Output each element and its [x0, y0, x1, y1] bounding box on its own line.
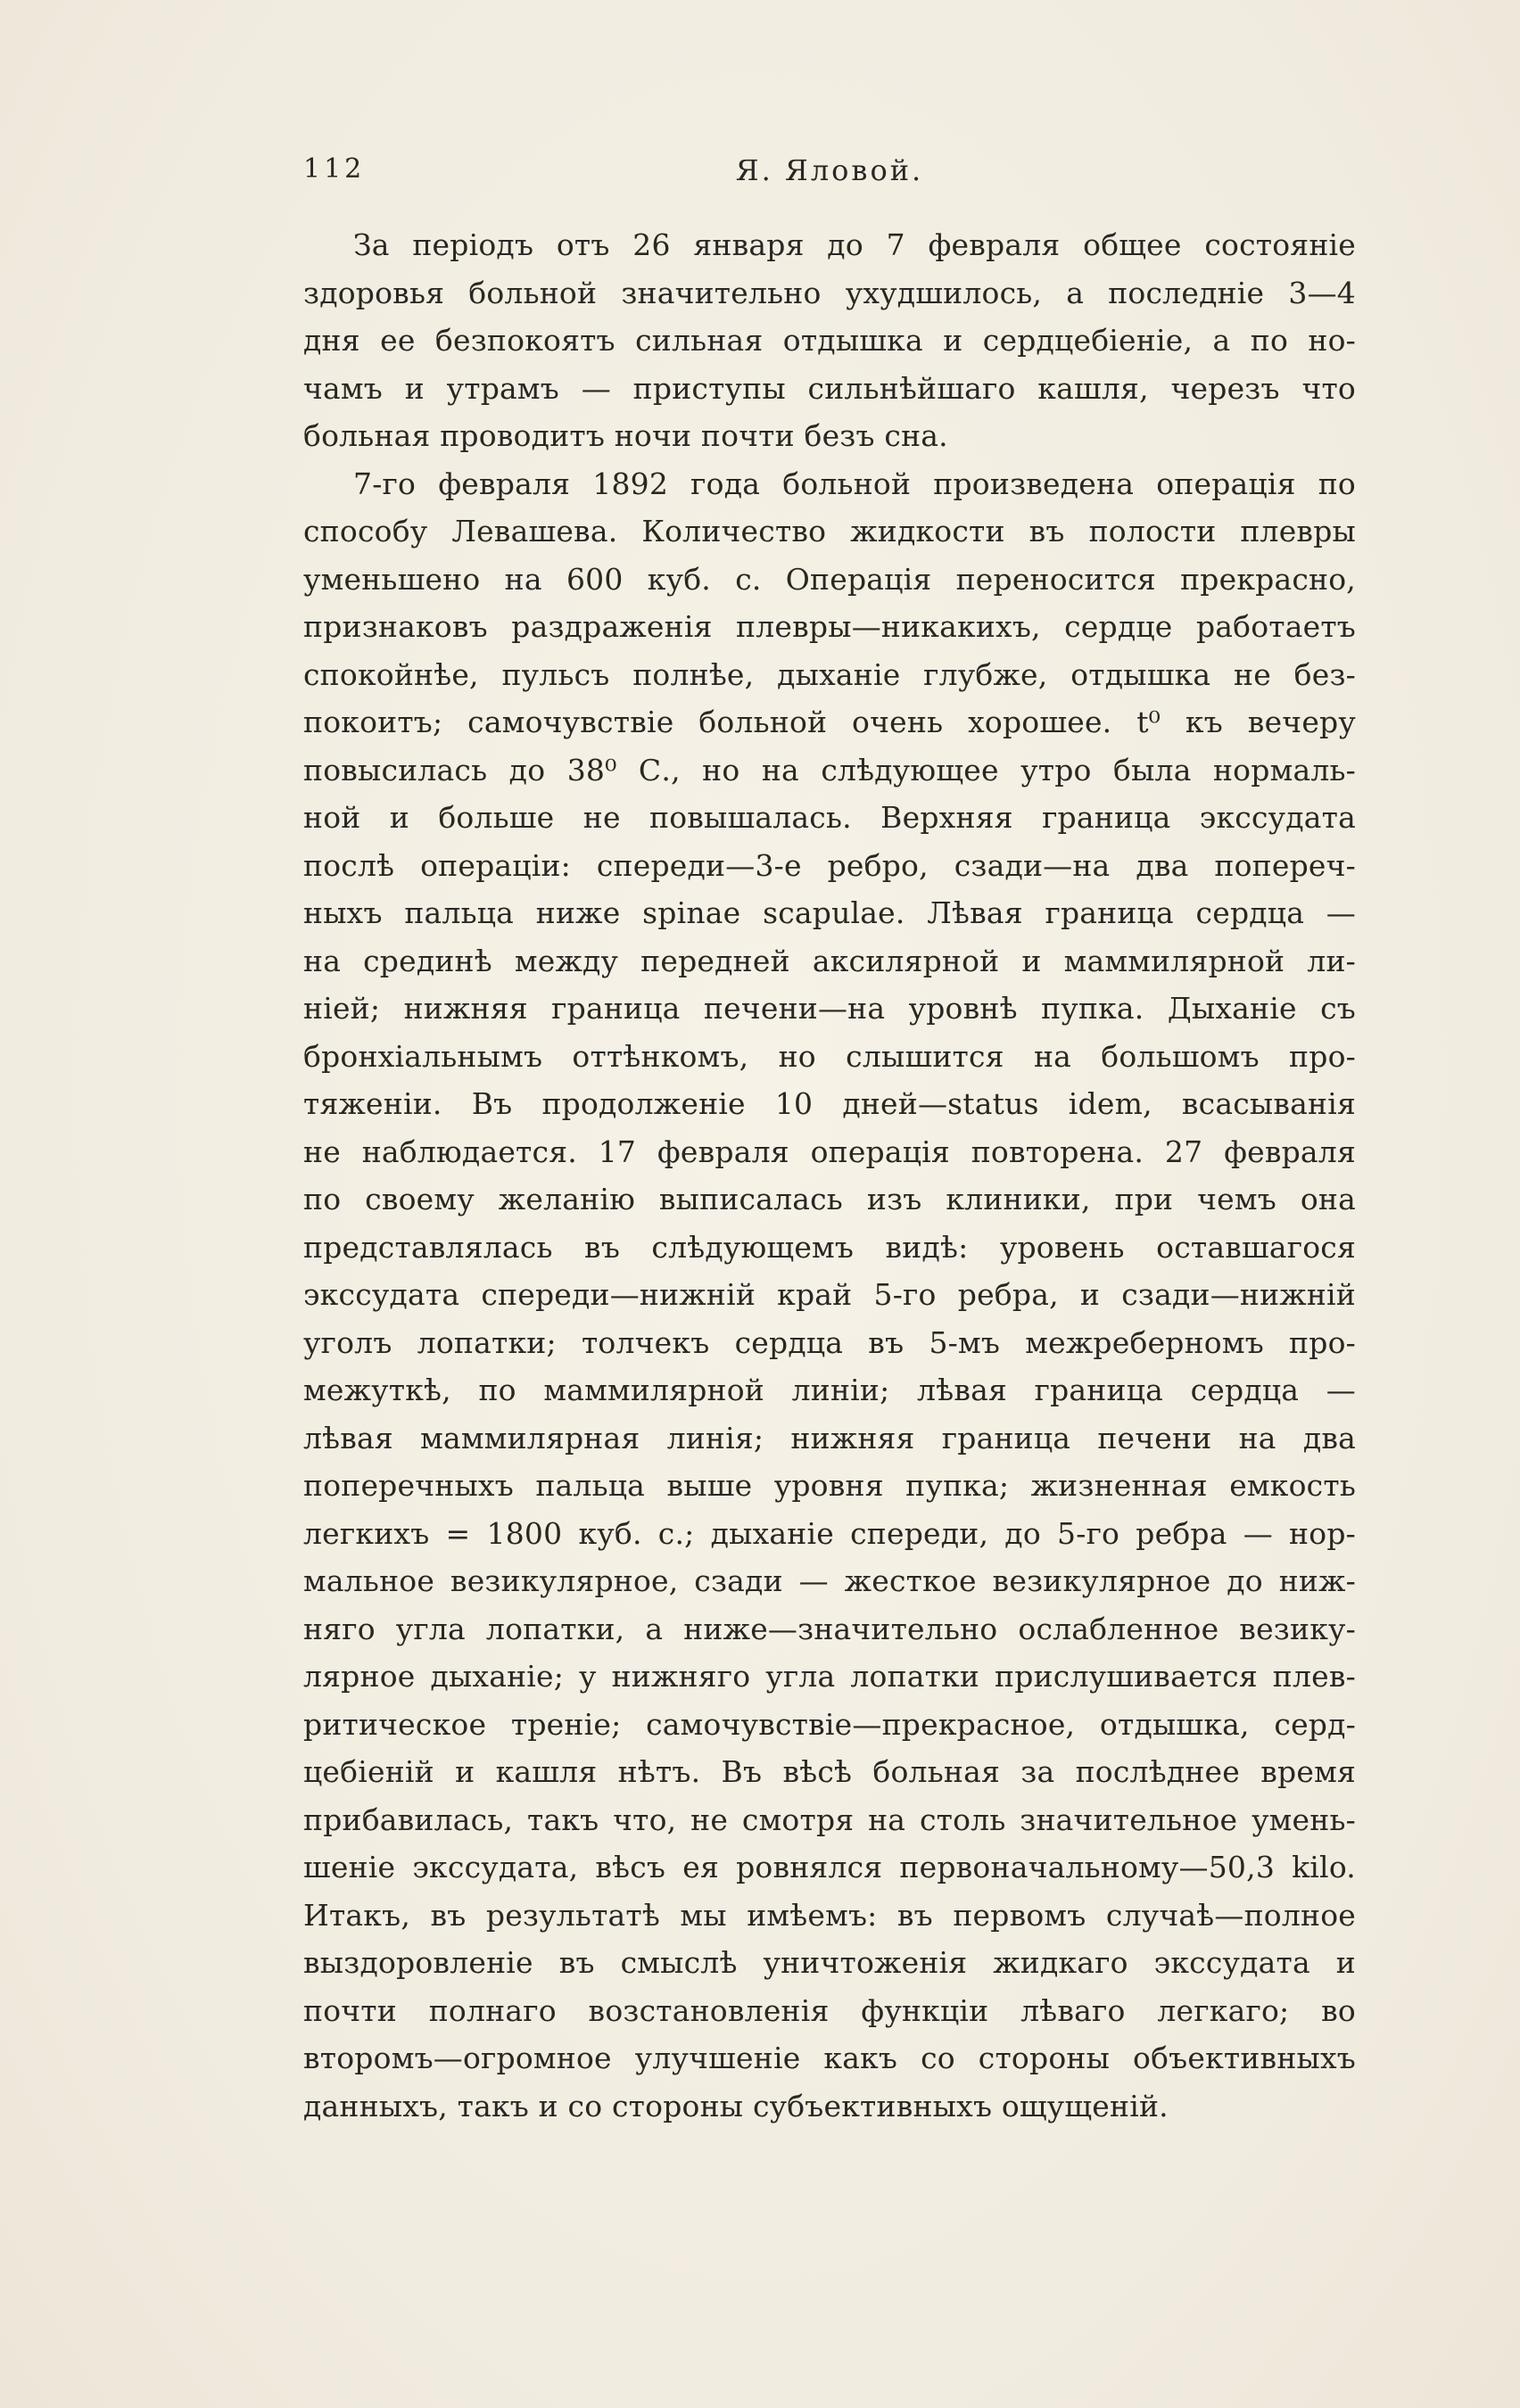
text-line: лѣвая маммилярная линія; нижняя граница печени на два — [303, 1420, 1356, 1456]
text-line: не наблюдается. 17 февраля операція повторена. 27 февраля — [303, 1134, 1356, 1169]
text-line: лярное дыханіе; у нижняго угла лопатки прислушивается плев- — [303, 1659, 1356, 1694]
text-line: уголъ лопатки; толчекъ сердца въ 5-мъ межреберномъ про- — [303, 1324, 1356, 1360]
text-line: ритическое треніе; самочувствіе—прекрасное, отдышка, серд- — [303, 1706, 1356, 1742]
text-line: цебіеній и кашля нѣтъ. Въ вѣсѣ больная за послѣднее время — [303, 1754, 1356, 1789]
text-line: покоитъ; самочувствіе больной очень хорошее. t⁰ къ вечеру — [303, 705, 1356, 739]
text-line: ніей; нижняя граница печени—на уровнѣ пупка. Дыханіе съ — [303, 991, 1356, 1026]
text-line: способу Левашева. Количество жидкости въ полости плевры — [303, 514, 1356, 548]
text-line: спокойнѣе, пульсъ полнѣе, дыханіе глубже, отдышка не без- — [303, 656, 1356, 692]
text-line: дня ее безпокоятъ сильная отдышка и сердцебіеніе, а по но- — [303, 323, 1356, 358]
page-number: 112 — [303, 153, 366, 185]
text-line: признаковъ раздраженія плевры—никакихъ, сердце работаетъ — [303, 609, 1356, 644]
text-line: данныхъ, такъ и со стороны субъективныхъ ощущеній. — [303, 2088, 1169, 2123]
text-line: уменьшено на 600 куб. с. Операція переносится прекрасно, — [303, 561, 1356, 597]
text-line: больная проводитъ ночи почти безъ сна. — [303, 418, 948, 453]
text-line: почти полнаго возстановленія функціи лѣваго легкаго; во — [303, 1992, 1356, 2028]
body-text — [303, 221, 1356, 2130]
text-line: экссудата спереди—нижній край 5-го ребра, и сзади—нижній — [303, 1277, 1356, 1312]
text-line: поперечныхъ пальца выше уровня пупка; жизненная емкость — [303, 1468, 1356, 1503]
text-line: За періодъ отъ 26 января до 7 февраля общее состояніе — [353, 227, 1356, 262]
page-header — [303, 153, 1356, 198]
text-line: легкихъ = 1800 куб. с.; дыханіе спереди, до 5-го ребра — нор- — [303, 1515, 1356, 1551]
text-line: 7-го февраля 1892 года больной произведена операція по — [353, 466, 1356, 501]
text-line: Итакъ, въ результатѣ мы имѣемъ: въ первомъ случаѣ—полное — [303, 1897, 1356, 1933]
text-line: второмъ—огромное улучшеніе какъ со стороны объективныхъ — [303, 2041, 1356, 2075]
text-line: повысилась до 38⁰ С., но на слѣдующее утро была нормаль- — [303, 752, 1356, 788]
text-line: на срединѣ между передней аксилярной и маммилярной ли- — [303, 943, 1356, 978]
text-line: здоровья больной значительно ухудшилось, а последніе 3—4 — [303, 275, 1356, 310]
text-line: бронхіальнымъ оттѣнкомъ, но слышится на большомъ про- — [303, 1038, 1356, 1074]
text-line: няго угла лопатки, а ниже—значительно ослабленное везику- — [303, 1611, 1356, 1646]
text-line: прибавилась, такъ что, не смотря на столь значительное умень- — [303, 1802, 1356, 1837]
text-line: тяженіи. Въ продолженіе 10 дней—status idem, всасыванія — [303, 1086, 1356, 1121]
text-line: выздоровленіе въ смыслѣ уничтоженія жидкаго экссудата и — [303, 1945, 1356, 1980]
text-line: ной и больше не повышалась. Верхняя граница экссудата — [303, 800, 1356, 835]
running-title: Я. Яловой. — [735, 153, 924, 187]
text-line: мальное везикулярное, сзади — жесткое везикулярное до ниж- — [303, 1563, 1356, 1598]
text-line: межуткѣ, по маммилярной линіи; лѣвая граница сердца — — [303, 1373, 1356, 1407]
text-line: шеніе экссудата, вѣсъ ея ровнялся первоначальному—50,3 kilo. — [303, 1850, 1356, 1884]
text-line: послѣ операціи: спереди—3-е ребро, сзади—на два попереч- — [303, 847, 1356, 883]
text-line: ныхъ пальца ниже spinae scapulae. Лѣвая граница сердца — — [303, 895, 1356, 930]
text-line: чамъ и утрамъ — приступы сильнѣйшаго кашля, черезъ что — [303, 370, 1356, 406]
text-line: представлялась въ слѣдующемъ видѣ: уровень оставшагося — [303, 1229, 1356, 1265]
text-line: по своему желанію выписалась изъ клиники, при чемъ она — [303, 1182, 1356, 1216]
